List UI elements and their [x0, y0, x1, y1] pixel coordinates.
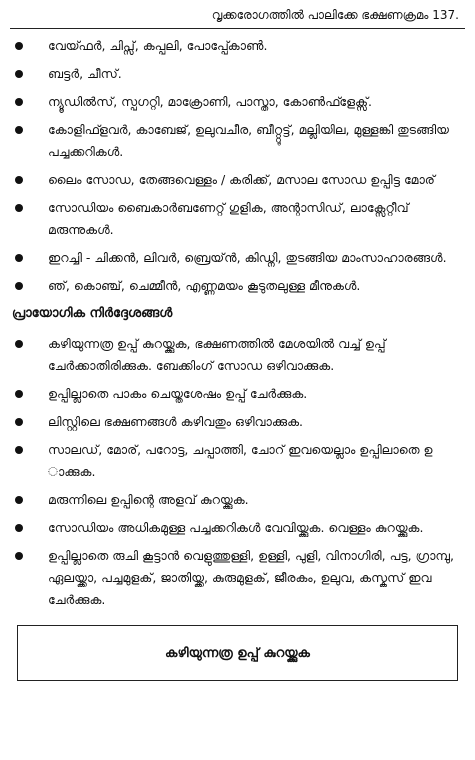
callout-text: കഴിയുന്നത്ര ഉപ്പ് കുറയ്ക്കുക	[165, 645, 310, 661]
list-item-text: ഉപ്പില്ലാതെ രുചി കൂട്ടാൻ വെളുത്തുള്ളി, ഉള്ളി, പുളി, വിനാഗിരി, പട്ട, ഗ്രാമ്പു, ഏലയ്ക്കാ, പച്ചമുളക്, ജാതിയ്ക്ക, കുരുമുളക്, ജീരകം, ഉലുവ, കസ്കസ് ഇവ ചേർക്കുക.	[48, 548, 454, 607]
bullet-icon	[15, 126, 23, 134]
bullet-icon	[15, 552, 23, 560]
list-item-text: ന്യൂഡിൽസ്, സ്പഗറ്റി, മാക്രോണി, പാസ്താ, കോൺഫ്ളേക്സ്.	[48, 94, 373, 109]
list-item-text: കഴിയുന്നത്ര ഉപ്പ് കുറയ്ക്കുക, ഭക്ഷണത്തിൽ മേശയിൽ വച്ച് ഉപ്പ് ചേർക്കാതിരിക്കുക. ബേക്കിംഗ് സോഡ ഒഴിവാക്കുക.	[48, 336, 386, 373]
list-item	[10, 275, 465, 297]
list-item-text: സാലഡ്, മോര്, പറോട്ട, ചപ്പാത്തി, ചോറ് ഇവയെല്ലാം ഉപ്പിലാതെ ഉ ാക്കുക.	[48, 442, 433, 479]
list-item	[10, 247, 465, 269]
list-item	[10, 517, 465, 539]
bullet-icon	[15, 70, 23, 78]
list-item	[10, 411, 465, 433]
list-item-text: ഇറച്ചി - ചിക്കൻ, ലിവർ, ബ്രെയ്ൻ, കിഡ്നി, തുടങ്ങിയ മാംസാഹാരങ്ങൾ.	[48, 250, 447, 265]
bullet-icon	[15, 524, 23, 532]
callout-box	[17, 625, 458, 681]
list-item-text: ലൈം സോഡ, തേങ്ങവെള്ളം / കരിക്ക്, മസാല സോഡ ഉപ്പിട്ട മോര്	[48, 172, 435, 187]
bullet-icon	[15, 282, 23, 290]
list-item-text: ഉപ്പില്ലാതെ പാകം ചെയ്തശേഷം ഉപ്പ് ചേർക്കുക.	[48, 386, 308, 401]
list-item	[10, 489, 465, 511]
list-item	[10, 169, 465, 191]
bullet-icon	[15, 204, 23, 212]
bullet-icon	[15, 340, 23, 348]
list-item-text: വേയ്ഫർ, ചിപ്സ്, കപ്പലി, പോപ്പ്കോൺ.	[48, 38, 268, 53]
bullet-icon	[15, 418, 23, 426]
list-item	[10, 545, 465, 611]
bullet-icon	[15, 446, 23, 454]
section-heading: പ്രായോഗിക നിർദ്ദേശങ്ങൾ	[12, 306, 173, 321]
list-item-text: സോഡിയം ബൈകാർബണേറ്റ് ഗുളിക, അന്റാസിഡ്, ലാക്സേറ്റീവ് മരുന്നുകൾ.	[48, 200, 409, 237]
running-header: വൃക്കരോഗത്തിൽ പാലിക്കേ ഭക്ഷണക്രമം 137.	[10, 8, 465, 29]
bullet-icon	[15, 42, 23, 50]
list-item	[10, 197, 465, 241]
bullet-icon	[15, 390, 23, 398]
list-item	[10, 333, 465, 377]
bullet-icon	[15, 254, 23, 262]
bullet-icon	[15, 98, 23, 106]
list-item-text: കോളിഫ്ളവർ, കാബേജ്, ഉലുവചീര, ബീറ്റ്റൂട്ട്, മല്ലിയില, മുള്ളങ്കി തുടങ്ങിയ പച്ചക്കറികൾ.	[48, 122, 449, 159]
list-item-text: മരുന്നിലെ ഉപ്പിന്റെ അളവ് കുറയ്ക്കുക.	[48, 492, 249, 507]
list-item	[10, 91, 465, 113]
bullet-icon	[15, 496, 23, 504]
practical-tips-list	[10, 333, 465, 611]
list-item-text: ബട്ടർ, ചീസ്.	[48, 66, 122, 81]
list-item-text: ഞ്, കൊഞ്ച്, ചെമ്മീൻ, എണ്ണമയം കൂടുതലുള്ള മീനുകൾ.	[48, 278, 361, 293]
bullet-icon	[15, 176, 23, 184]
list-item-text: സോഡിയം അധികമുള്ള പച്ചക്കറികൾ വേവിയ്ക്കുക. വെള്ളം കുറയ്ക്കുക.	[48, 520, 424, 535]
list-item-text: ലിസ്റ്റിലെ ഭക്ഷണങ്ങൾ കഴിവതും ഒഴിവാക്കുക.	[48, 414, 303, 429]
list-item	[10, 439, 465, 483]
foods-to-avoid-list	[10, 35, 465, 297]
list-item	[10, 63, 465, 85]
list-item	[10, 383, 465, 405]
list-item	[10, 35, 465, 57]
list-item	[10, 119, 465, 163]
